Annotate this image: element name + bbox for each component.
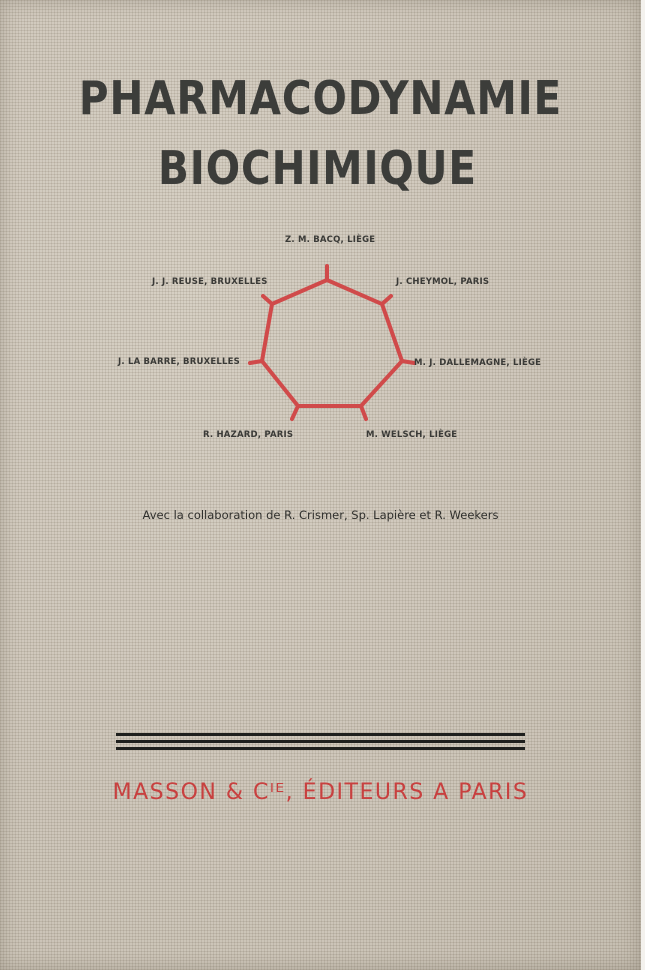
title-line-2: BIOCHIMIQUE xyxy=(158,141,477,195)
author-lower-left: R. HAZARD, PARIS xyxy=(203,430,294,440)
heptagon-bond-ticks xyxy=(250,266,414,419)
author-middle-right: M. J. DALLEMAGNE, LIÈGE xyxy=(414,358,542,368)
rule-line xyxy=(116,747,525,750)
rule-line xyxy=(116,740,525,743)
author-top: Z. M. BACQ, LIÈGE xyxy=(285,235,376,245)
title-line-1: PHARMACODYNAMIE xyxy=(78,71,563,125)
triple-rule xyxy=(116,733,525,754)
page-edge xyxy=(641,0,645,970)
author-lower-right: M. WELSCH, LIÈGE xyxy=(366,430,458,440)
author-upper-left: J. J. REUSE, BRUXELLES xyxy=(152,277,268,287)
author-middle-left: J. LA BARRE, BRUXELLES xyxy=(118,357,240,367)
publisher-imprint: MASSON & Cᴵᴱ, ÉDITEURS A PARIS xyxy=(112,780,529,805)
rule-line xyxy=(116,733,525,736)
heptagon-ring xyxy=(262,280,402,406)
collaboration-line: Avec la collaboration de R. Crismer, Sp. Lapière et R. Weekers xyxy=(142,508,499,522)
author-upper-right: J. CHEYMOL, PARIS xyxy=(396,277,490,287)
